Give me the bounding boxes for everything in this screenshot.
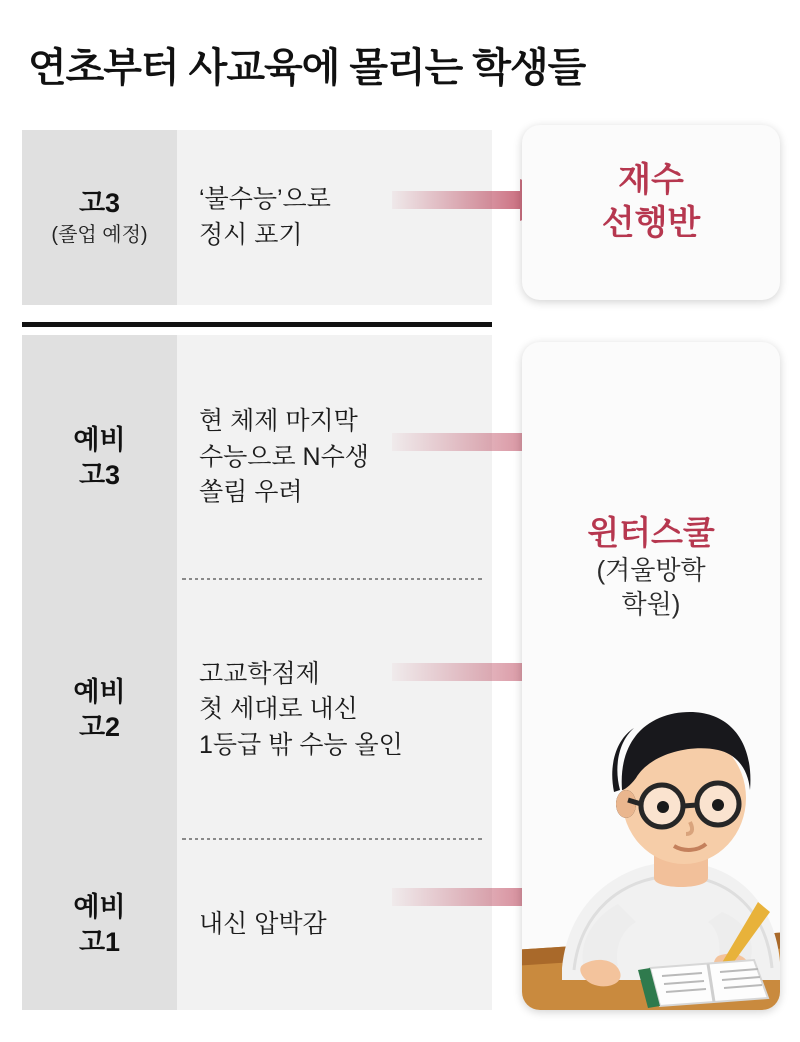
row-description-line: ‘불수능’으로 — [199, 185, 331, 213]
page-title: 연초부터 사교육에 몰리는 학생들 — [28, 46, 586, 90]
row-description-line: 정시 포기 — [199, 220, 303, 249]
row-description-cell — [177, 840, 492, 1010]
row-label-sub: 고3 — [78, 459, 121, 490]
card-title: 윈터스쿨 — [587, 514, 715, 551]
row-description-line: 쏠림 우려 — [199, 478, 303, 507]
row-label-cell — [22, 335, 177, 580]
card-title-line1: 재수 — [618, 161, 684, 199]
card-subtitle — [522, 554, 780, 622]
row-description-line: 1등급 밖 수능 올인 — [199, 730, 403, 759]
card-winter-school — [522, 342, 780, 1010]
row-label-sub: 고1 — [78, 927, 121, 957]
card-subtitle-line2: 학원) — [621, 588, 681, 619]
row-label-sub: (졸업 예정) — [51, 223, 148, 246]
row-label-main: 예비 — [73, 677, 126, 708]
student-studying-illustration — [522, 650, 780, 1010]
row-description-line: 현 체제 마지막 — [199, 407, 358, 436]
row-description-line: 내신 압박감 — [199, 910, 327, 939]
section-divider — [22, 322, 492, 327]
chart-area — [22, 130, 782, 1010]
row-description-cell — [177, 580, 492, 840]
row-description-line: 고교학점제 — [199, 659, 320, 688]
row-label-sub: 고2 — [78, 712, 121, 742]
row-label-cell — [22, 840, 177, 1010]
table-row — [22, 580, 492, 840]
row-label-cell — [22, 130, 177, 305]
row-label-main: 예비 — [73, 892, 126, 923]
row-description-line: 수능으로 N수생 — [199, 442, 369, 471]
table-row — [22, 840, 492, 1010]
card-repeat-prep — [522, 125, 780, 300]
row-label-main: 예비 — [73, 424, 126, 455]
card-title — [522, 159, 780, 245]
card-title-line2: 선행반 — [601, 203, 701, 242]
card-subtitle-line1: (겨울방학 — [596, 555, 706, 585]
row-label-cell — [22, 580, 177, 840]
row-description-line: 첫 세대로 내신 — [199, 695, 358, 724]
row-label-main: 고3 — [78, 188, 121, 219]
